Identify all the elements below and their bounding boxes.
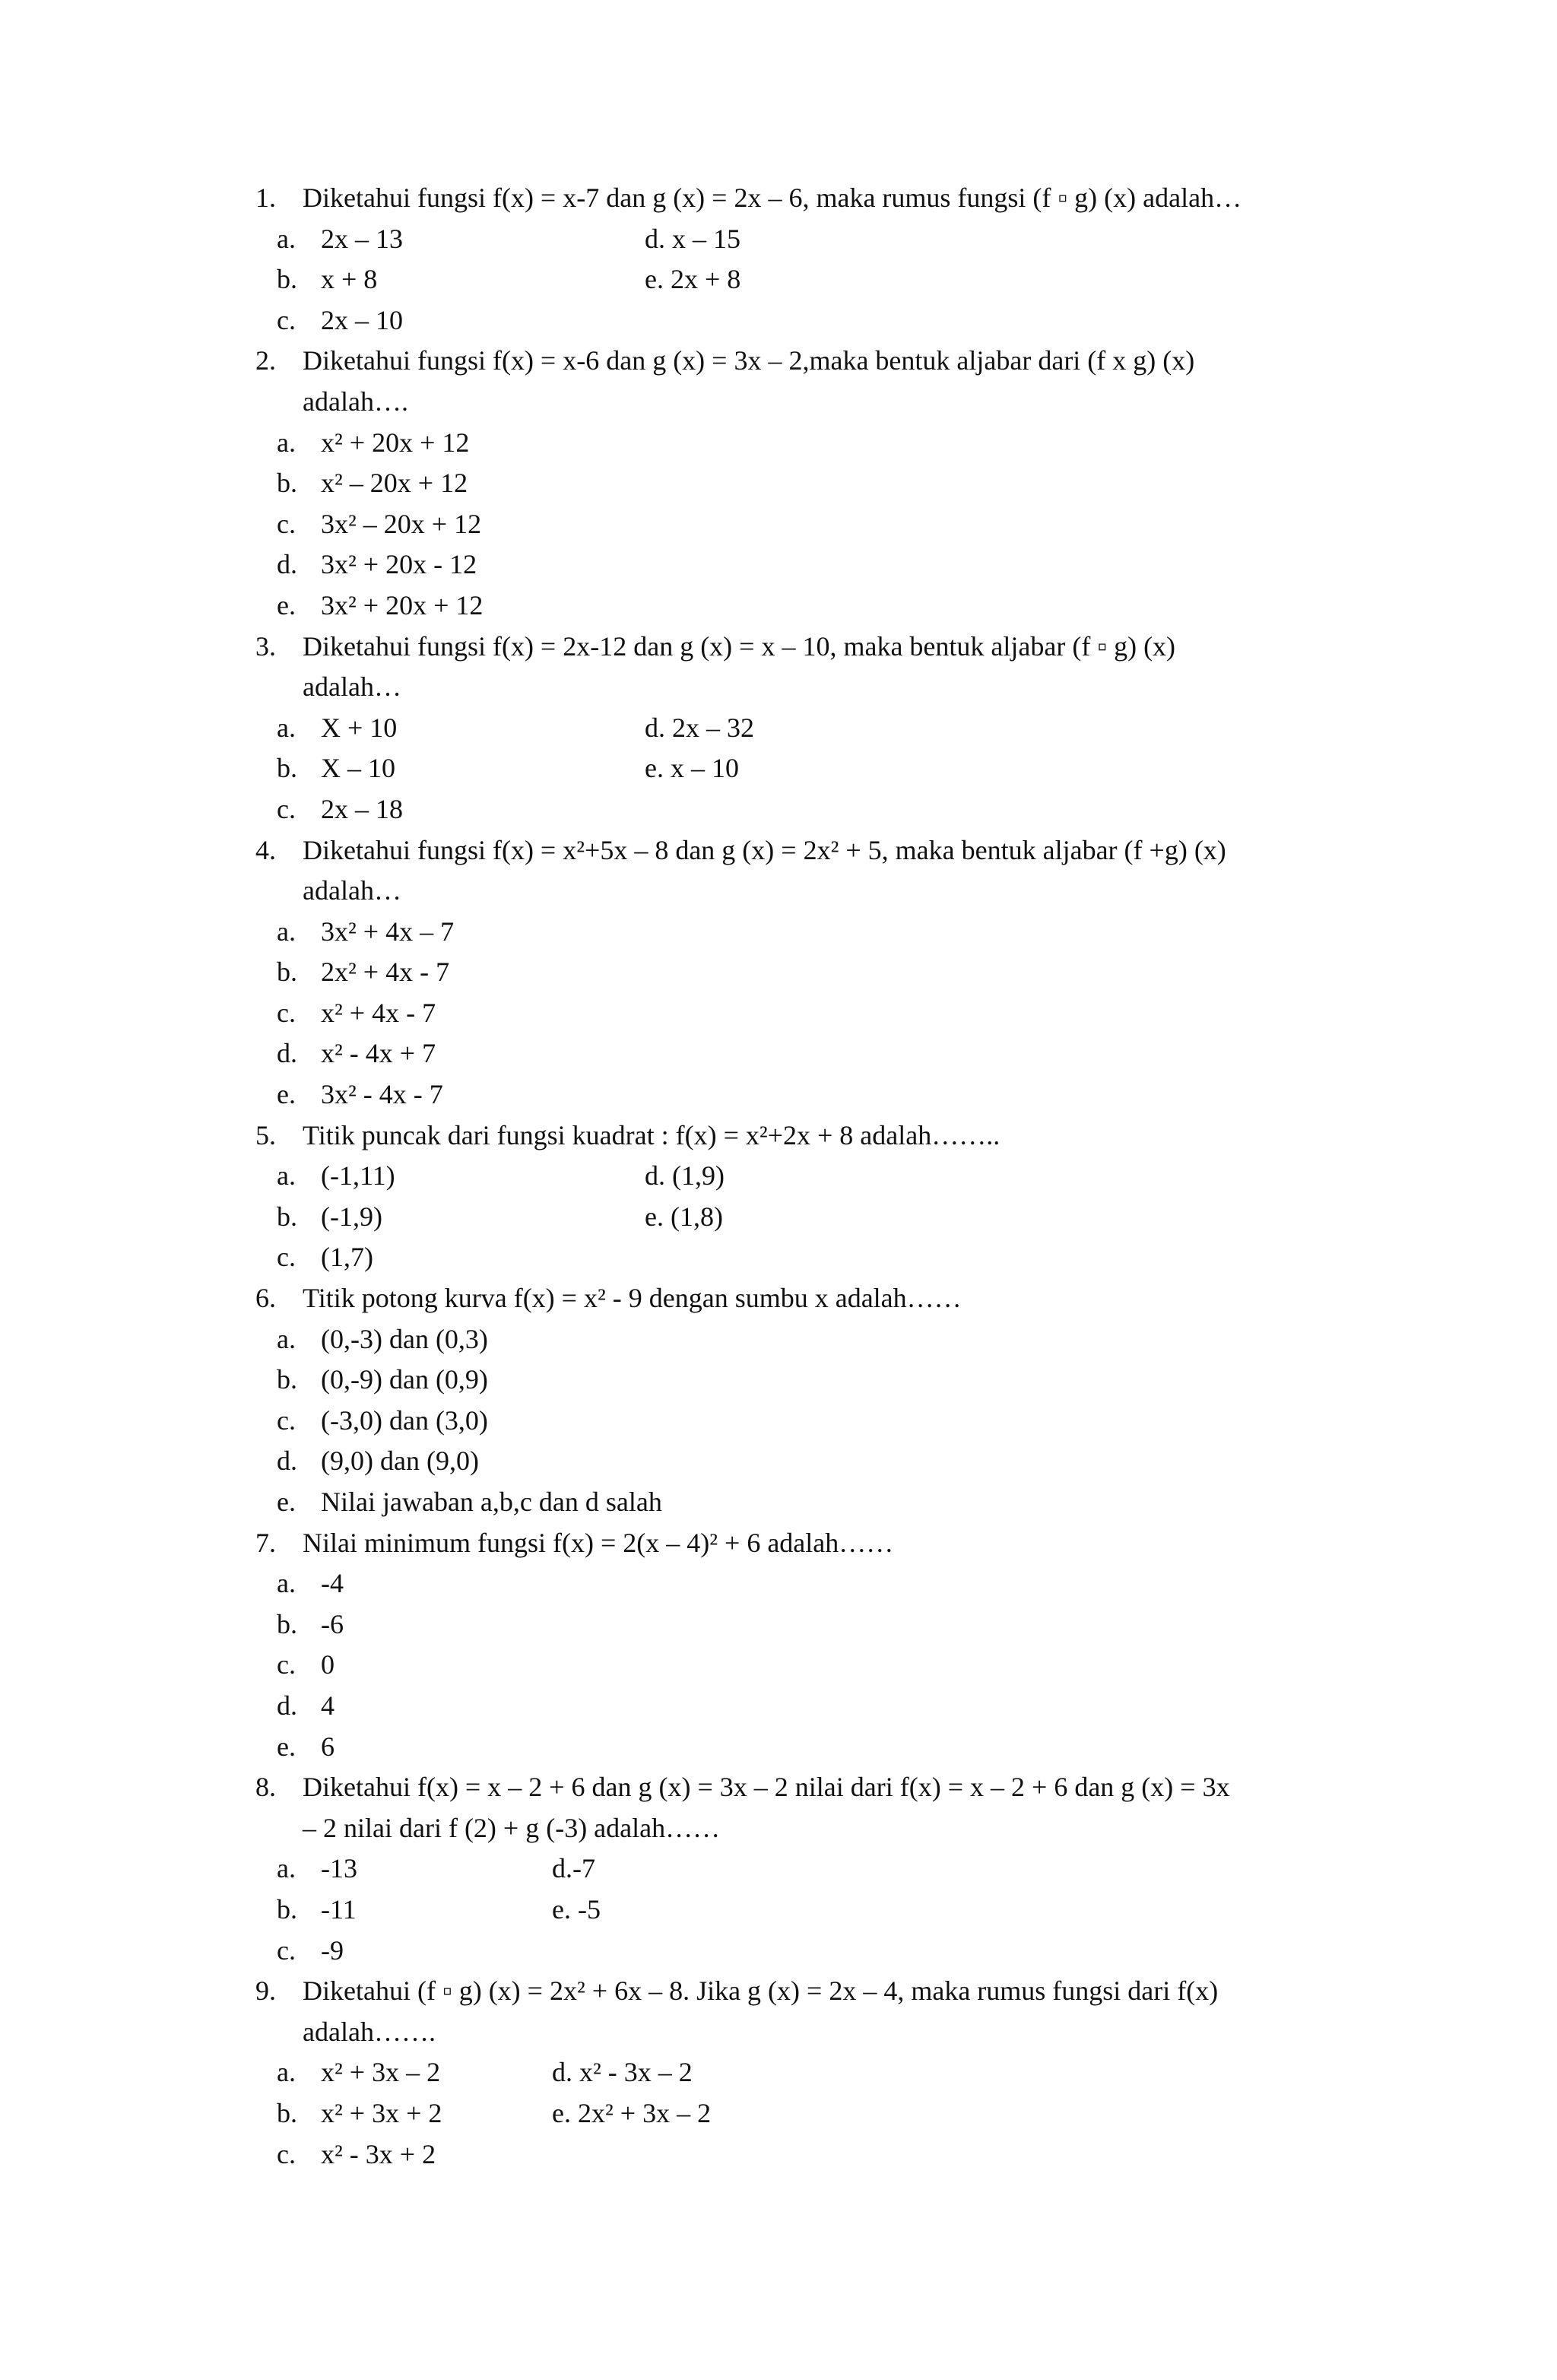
option-letter: a. — [277, 2057, 296, 2088]
option-row — [255, 1033, 1365, 1074]
question-1 — [255, 178, 1365, 219]
option-row — [255, 1197, 1365, 1238]
option-row — [255, 1441, 1365, 1482]
option-e — [552, 1890, 601, 1931]
option-d — [645, 708, 754, 749]
option-letter: b. — [277, 264, 297, 295]
option-d — [645, 219, 740, 260]
option-text: (-1,9) — [321, 1201, 382, 1232]
option-row — [255, 423, 1365, 464]
option-letter: c. — [277, 1404, 296, 1436]
question-3 — [255, 627, 1365, 668]
option-row — [255, 300, 1365, 341]
question-text: adalah… — [303, 875, 401, 906]
option-letter: d. — [552, 2057, 572, 2088]
question-text-continued — [255, 2012, 1365, 2053]
option-letter: c. — [277, 508, 296, 539]
option-text: 2x² + 3x – 2 — [577, 2097, 712, 2128]
option-text: -6 — [321, 1608, 344, 1639]
question-text: adalah… — [303, 671, 401, 703]
option-letter: a. — [277, 1568, 296, 1599]
option-row — [255, 912, 1365, 953]
option-letter: b. — [277, 957, 297, 988]
option-letter: b. — [277, 753, 297, 784]
option-d — [552, 2052, 693, 2093]
option-letter: d. — [552, 1853, 572, 1884]
question-2 — [255, 341, 1365, 382]
option-letter: a. — [277, 223, 296, 254]
question-text: adalah…. — [303, 386, 408, 417]
option-row — [255, 708, 1365, 749]
option-letter: b. — [277, 1201, 297, 1232]
question-text: Diketahui fungsi f(x) = 2x-12 dan g (x) = x – 10, maka bentuk aljabar (f ▫ g) (x) — [303, 630, 1176, 662]
option-text: 2x – 18 — [321, 793, 403, 824]
option-letter: e. — [277, 1731, 296, 1762]
option-row — [255, 1727, 1365, 1768]
option-letter: d. — [277, 1445, 297, 1477]
question-8 — [255, 1767, 1365, 1808]
question-text-continued — [255, 667, 1365, 708]
option-row — [255, 1360, 1365, 1401]
option-text: -11 — [321, 1893, 357, 1925]
option-text: x² – 20x + 12 — [321, 468, 468, 499]
option-d — [645, 1156, 725, 1197]
option-letter: c. — [277, 1649, 296, 1680]
option-letter: d. — [277, 549, 297, 580]
option-row — [255, 259, 1365, 300]
option-e — [645, 259, 740, 300]
option-text: (9,0) dan (9,0) — [321, 1445, 479, 1477]
option-e — [645, 1197, 723, 1238]
option-text: 4 — [321, 1690, 335, 1721]
question-number: 7. — [255, 1527, 276, 1558]
option-text: X + 10 — [321, 712, 398, 743]
option-letter: b. — [277, 1893, 297, 1925]
option-letter: d. — [277, 1038, 297, 1069]
option-row — [255, 1482, 1365, 1523]
option-row — [255, 219, 1365, 260]
option-letter: c. — [277, 2138, 296, 2169]
option-text: x² + 3x – 2 — [321, 2057, 441, 2088]
question-number: 5. — [255, 1119, 276, 1150]
question-number: 1. — [255, 182, 276, 213]
option-row — [255, 1645, 1365, 1686]
option-letter: d. — [645, 223, 665, 254]
option-letter: a. — [277, 916, 296, 947]
question-number: 8. — [255, 1772, 276, 1803]
option-letter: c. — [277, 304, 296, 335]
option-letter: c. — [277, 1934, 296, 1966]
option-letter: a. — [277, 1160, 296, 1192]
question-text: Diketahui fungsi f(x) = x-7 dan g (x) = 2x – 6, maka rumus fungsi (f ▫ g) (x) adalah… — [303, 182, 1242, 213]
option-letter: b. — [277, 2097, 297, 2128]
option-letter: d. — [645, 712, 665, 743]
option-row — [255, 1848, 1365, 1890]
option-text: Nilai jawaban a,b,c dan d salah — [321, 1487, 662, 1517]
option-text: X – 10 — [321, 753, 395, 784]
option-text: x² + 4x - 7 — [321, 997, 436, 1028]
option-letter: e. — [645, 264, 664, 295]
question-text: Diketahui fungsi f(x) = x-6 dan g (x) = 3x – 2,maka bentuk aljabar dari (f x g) (x) — [303, 345, 1195, 376]
option-row — [255, 463, 1365, 504]
option-letter: e. — [552, 2097, 571, 2128]
option-text: 2x + 8 — [670, 264, 741, 295]
option-text: x² - 3x + 2 — [321, 2138, 436, 2169]
option-e — [645, 748, 739, 789]
option-row — [255, 1604, 1365, 1645]
option-letter: b. — [277, 468, 297, 499]
option-text: -5 — [577, 1893, 601, 1925]
option-letter: c. — [277, 793, 296, 824]
question-text: Titik puncak dari fungsi kuadrat : f(x) = x²+2x + 8 adalah…….. — [303, 1119, 1000, 1150]
option-d — [552, 1848, 595, 1890]
question-text-continued — [255, 382, 1365, 423]
option-row — [255, 1074, 1365, 1115]
question-text: Diketahui (f ▫ g) (x) = 2x² + 6x – 8. Jika g (x) = 2x – 4, maka rumus fungsi dari f(x) — [303, 1975, 1219, 2007]
option-text: 3x² + 20x - 12 — [321, 549, 477, 580]
option-letter: a. — [277, 1323, 296, 1354]
question-text-continued — [255, 871, 1365, 912]
option-text: x² - 3x – 2 — [579, 2057, 693, 2088]
option-letter: b. — [277, 1608, 297, 1639]
option-letter: e. — [277, 1487, 296, 1517]
question-7 — [255, 1523, 1365, 1564]
option-text: -4 — [321, 1568, 344, 1599]
option-letter: c. — [277, 1242, 296, 1273]
question-text: Titik potong kurva f(x) = x² - 9 dengan sumbu x adalah…… — [303, 1283, 962, 1314]
option-letter: e. — [277, 1079, 296, 1110]
option-text: x – 10 — [670, 753, 739, 784]
option-text: x² - 4x + 7 — [321, 1038, 436, 1069]
option-row — [255, 1401, 1365, 1442]
option-text: -7 — [572, 1853, 595, 1884]
option-text: 2x – 32 — [672, 712, 754, 743]
option-letter: d. — [645, 1160, 665, 1192]
option-row — [255, 1686, 1365, 1727]
question-text-continued — [255, 1808, 1365, 1849]
question-5 — [255, 1115, 1365, 1157]
option-letter: a. — [277, 1853, 296, 1884]
option-text: -13 — [321, 1853, 357, 1884]
option-row — [255, 2052, 1365, 2093]
option-row — [255, 952, 1365, 993]
option-text: (-1,11) — [321, 1160, 395, 1192]
option-row — [255, 1931, 1365, 1972]
option-letter: e. — [552, 1893, 571, 1925]
question-number: 2. — [255, 345, 276, 376]
question-number: 3. — [255, 630, 276, 662]
option-text: (1,7) — [321, 1242, 373, 1273]
option-letter: e. — [645, 753, 664, 784]
option-letter: a. — [277, 427, 296, 458]
option-row — [255, 748, 1365, 789]
question-9 — [255, 1971, 1365, 2012]
option-e — [552, 2093, 711, 2134]
option-text: (-3,0) dan (3,0) — [321, 1404, 488, 1436]
option-row — [255, 544, 1365, 585]
question-text: Diketahui fungsi f(x) = x²+5x – 8 dan g (x) = 2x² + 5, maka bentuk aljabar (f +g) (x) — [303, 834, 1226, 865]
question-number: 6. — [255, 1283, 276, 1314]
question-list — [255, 178, 1365, 2175]
option-letter: a. — [277, 712, 296, 743]
option-text: (1,8) — [670, 1201, 723, 1232]
option-text: (1,9) — [672, 1160, 725, 1192]
option-text: x² + 3x + 2 — [321, 2097, 442, 2128]
option-text: 2x – 10 — [321, 304, 403, 335]
option-row — [255, 2134, 1365, 2175]
option-row — [255, 2093, 1365, 2134]
question-number: 4. — [255, 834, 276, 865]
question-text: adalah……. — [303, 2016, 436, 2047]
question-text: Nilai minimum fungsi f(x) = 2(x – 4)² + 6 adalah…… — [303, 1527, 894, 1558]
option-text: -9 — [321, 1934, 344, 1966]
option-text: 3x² – 20x + 12 — [321, 508, 482, 539]
option-text: 0 — [321, 1649, 335, 1680]
question-number: 9. — [255, 1975, 276, 2007]
option-text: (0,-3) dan (0,3) — [321, 1323, 488, 1354]
option-row — [255, 789, 1365, 830]
option-text: x + 8 — [321, 264, 378, 295]
option-row — [255, 993, 1365, 1034]
option-text: 3x² - 4x - 7 — [321, 1079, 443, 1110]
option-row — [255, 1890, 1365, 1931]
option-text: 3x² + 20x + 12 — [321, 589, 484, 620]
option-text: (0,-9) dan (0,9) — [321, 1364, 488, 1395]
option-letter: e. — [277, 589, 296, 620]
option-text: 2x² + 4x - 7 — [321, 957, 450, 988]
option-text: 2x – 13 — [321, 223, 403, 254]
option-row — [255, 1156, 1365, 1197]
option-letter: e. — [645, 1201, 664, 1232]
option-text: x² + 20x + 12 — [321, 427, 470, 458]
option-row — [255, 1563, 1365, 1604]
option-letter: b. — [277, 1364, 297, 1395]
option-letter: d. — [277, 1690, 297, 1721]
option-row — [255, 585, 1365, 627]
option-row — [255, 504, 1365, 545]
question-6 — [255, 1278, 1365, 1319]
option-text: x – 15 — [672, 223, 740, 254]
option-letter: c. — [277, 997, 296, 1028]
question-text: – 2 nilai dari f (2) + g (-3) adalah…… — [303, 1812, 721, 1843]
option-row — [255, 1237, 1365, 1278]
option-text: 6 — [321, 1731, 335, 1762]
question-4 — [255, 830, 1365, 871]
option-row — [255, 1319, 1365, 1360]
question-text: Diketahui f(x) = x – 2 + 6 dan g (x) = 3x – 2 nilai dari f(x) = x – 2 + 6 dan g (x) = 3x — [303, 1772, 1230, 1803]
option-text: 3x² + 4x – 7 — [321, 916, 455, 947]
